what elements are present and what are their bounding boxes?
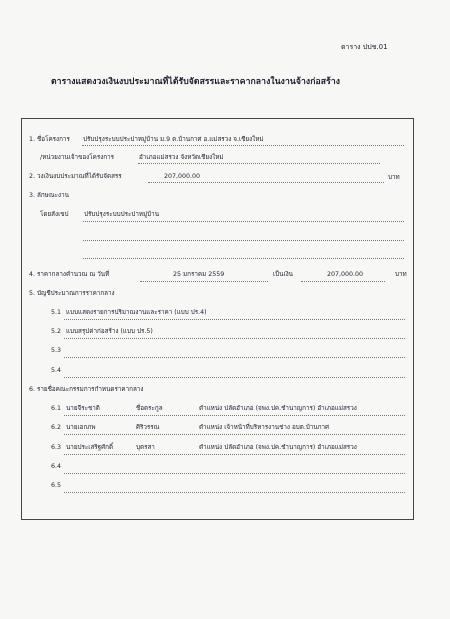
member-last-name: ชื่อตระกูล [136,405,163,412]
median-amount: 207,000.00 [327,271,364,278]
member-no: 6.4 [51,463,62,470]
budget-value: 207,000.00 [164,173,201,180]
member-no: 6.3 [51,444,62,451]
budget-label: 2. วงเงินงบประมาณที่ได้รับจัดสรร [29,173,122,180]
section5-item-no: 5.1 [51,309,62,316]
nature-line-3 [83,258,404,259]
member-position: ตำแหน่ง ปลัดอำเภอ (จพง.ปค.ชำนาญการ) อำเภอแม่สรวง [199,444,357,451]
section5-item-line [64,319,405,320]
member-position: ตำแหน่ง เจ้าหน้าที่บริหารงานช่าง อบต.บ้านกาศ [199,424,330,431]
member-first-name: นายประเสริฐศักดิ์ [66,444,114,451]
section5-item-text: แบบแสดงรายการปริมาณงานและราคา (แบบ ปร.4) [66,309,207,316]
budget-line [148,182,384,183]
section6-label: 6. รายชื่อคณะกรรมการกำหนดราคากลาง [29,386,144,393]
form-code: ตาราง ปปช.01 [341,43,388,51]
member-no: 6.5 [51,482,62,489]
member-line [64,454,405,455]
nature-value: ปรับปรุงระบบประปาหมู่บ้าน [84,211,160,218]
section5-item-no: 5.2 [51,328,62,335]
member-position: ตำแหน่ง ปลัดอำเภอ (จพง.ปค.ชำนาญการ) อำเภอแม่สรวง [199,405,357,412]
section5-label: 5. บัญชีประมาณการราคากลาง [29,290,115,297]
section5-item-no: 5.3 [51,347,62,354]
project-owner-value: อำเภอแม่สรวง จังหวัดเชียงใหม่ [139,154,224,161]
section5-item-line [64,338,405,339]
member-line [64,473,405,474]
section5-item-line [64,377,405,378]
project-name-label: 1. ชื่อโครงการ [29,136,70,143]
median-date: 25 มกราคม 2559 [173,271,225,278]
member-last-name: ศิริวรรณ [136,424,160,431]
project-owner-line [138,163,380,164]
member-line [64,434,405,435]
median-unit: บาท [395,271,407,278]
member-first-name: นายเอกภพ [66,424,96,431]
median-amount-line [301,281,385,282]
member-no: 6.2 [51,424,62,431]
section5-item-line [64,357,405,358]
median-amount-label: เป็นเงิน [273,271,293,278]
section5-item-text: แบบสรุปค่าก่อสร้าง (แบบ ปร.5) [66,328,153,335]
nature-line-1 [83,221,404,222]
section5-item-no: 5.4 [51,367,62,374]
member-line [64,415,405,416]
member-no: 6.1 [51,405,62,412]
nature-sub-label: โดยสังเขป [40,211,69,218]
document-title: ตารางแสดงวงเงินงบประมาณที่ได้รับจัดสรรและราคากลางในงานจ้างก่อสร้าง [51,77,341,87]
median-label: 4. ราคากลางคำนวณ ณ วันที่ [29,271,110,278]
nature-label: 3. ลักษณะงาน [29,192,69,199]
project-name-value: ปรับปรุงระบบประปาหมู่บ้าน ม.9 ต.บ้านกาศ อ.แม่สรวง จ.เชียงใหม่ [83,136,264,143]
member-first-name: นายจีระชาติ [66,405,100,412]
member-last-name: บุตรสา [136,444,155,451]
median-date-line [140,281,268,282]
project-name-line [82,145,404,146]
nature-line-2 [83,240,404,241]
budget-unit: บาท [388,174,400,181]
project-owner-label: /หน่วยงานเจ้าของโครงการ [40,154,115,161]
member-line [64,492,405,493]
